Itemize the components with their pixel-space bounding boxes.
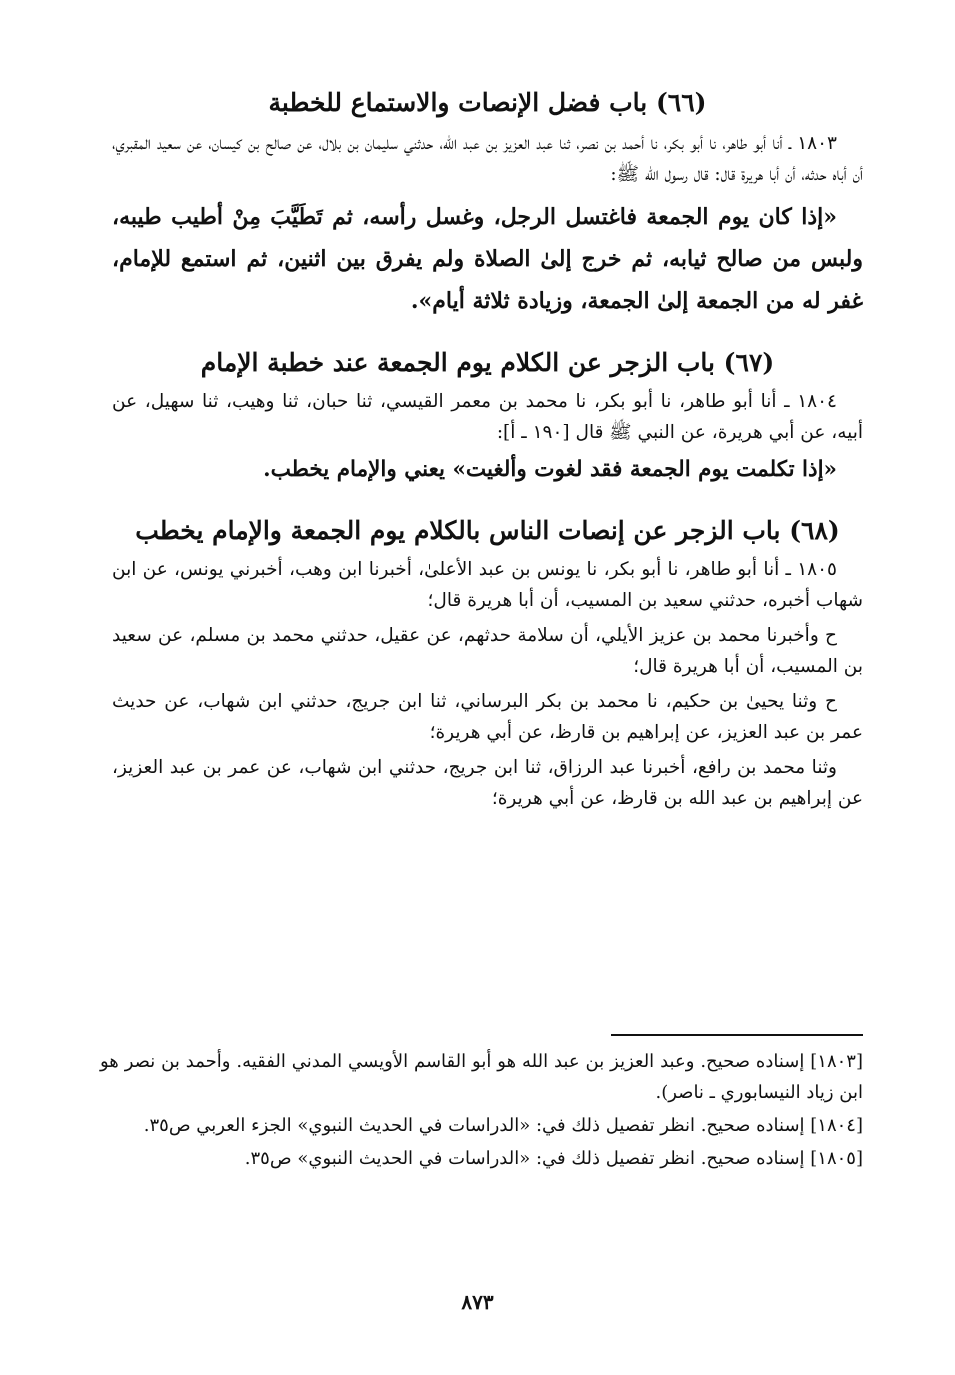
footnote-1805: [١٨٠٥] إسناده صحيح. انظر تفصيل ذلك في: «الدراسات في الحديث النبوي» ص٣٥. (244, 1148, 863, 1169)
hadith-1805-isnad-1: ١٨٠٥ ـ أنا أبو طاهر، نا أبو بكر، نا يونس بن عبد الأعلىٰ، أخبرنا ابن وهب، أخبرني يونس، عن ابن شهاب أخبره، حدثني سعيد بن المسيب، أن أبا هريرة قال؛ (112, 559, 863, 611)
chapter-heading-68: (٦٨) باب الزجر عن إنصات الناس بالكلام يوم الجمعة والإمام يخطب (135, 516, 840, 545)
footnote-1804: [١٨٠٤] إسناده صحيح. انظر تفصيل ذلك في: «الدراسات في الحديث النبوي» الجزء العربي ص٣٥. (143, 1115, 863, 1136)
hadith-1804-isnad: ١٨٠٤ ـ أنا أبو طاهر، نا أبو بكر، نا محمد بن معمر القيسي، ثنا حبان، ثنا وهيب، ثنا سهيل، عن أبيه، عن أبي هريرة، عن النبي ﷺ قال [١٩٠ ـ أ]: (112, 391, 863, 443)
footnotes (100, 1046, 863, 1176)
hadith-1805-isnad-4: وثنا محمد بن رافع، أخبرنا عبد الرزاق، ثنا ابن جريج، حدثني ابن شهاب، عن عمر بن عبد العزيز، عن إبراهيم بن عبد الله بن قارظ، عن أبي هريرة؛ (112, 757, 863, 809)
hadith-1803-isnad: ١٨٠٣ ـ أنا أبو طاهر، نا أبو بكر، نا أحمد بن نصر، ثنا عبد العزيز بن عبد الله، حدثني سليمان بن بلال، عن صالح بن كيسان، عن سعيد المقبري، أن أباه حدثه، أن أبا هريرة قال: قال رسول الله ﷺ: (112, 133, 863, 185)
chapter-heading-67: (٦٧) باب الزجر عن الكلام يوم الجمعة عند خطبة الإمام (200, 348, 775, 377)
hadith-1805-isnad-3: ح وثنا يحيىٰ بن حكيم، نا محمد بن بكر البرساني، ثنا ابن جريج، حدثني ابن شهاب، عن حديث عمر بن عبد العزيز، عن إبراهيم بن قارظ، عن أبي هريرة؛ (112, 691, 863, 743)
hadith-1805-isnad-2: ح وأخبرنا محمد بن عزيز الأيلي، أن سلامة حدثهم، عن عقيل، حدثني محمد بن مسلم، عن سعيد بن المسيب، أن أبا هريرة قال؛ (112, 625, 863, 677)
footnote-separator (611, 1034, 863, 1036)
hadith-1804-matn: «إذا تكلمت يوم الجمعة فقد لغوت وألغيت» يعني والإمام يخطب. (263, 457, 837, 482)
page-number: ٨٧٣ (461, 1290, 494, 1314)
chapter-heading-66: (٦٦) باب فضل الإنصات والاستماع للخطبة (268, 88, 707, 117)
hadith-1803-matn: «إذا كان يوم الجمعة فاغتسل الرجل، وغسل رأسه، ثم تَطَيَّبَ مِنْ أطيب طيبه، ولبس من صالح ثيابه، ثم خرج إلىٰ الصلاة ولم يفرق بين اثنين، ثم استمع للإمام، غفر له من الجمعة إلىٰ الجمعة، وزيادة ثلاثة أيام». (112, 204, 863, 314)
footnote-1803: [١٨٠٣] إسناده صحيح. وعبد العزيز بن عبد الله هو أبو القاسم الأويسي المدني الفقيه. وأحمد بن نصر هو ابن زياد النيسابوري ـ ناصر). (100, 1051, 863, 1103)
